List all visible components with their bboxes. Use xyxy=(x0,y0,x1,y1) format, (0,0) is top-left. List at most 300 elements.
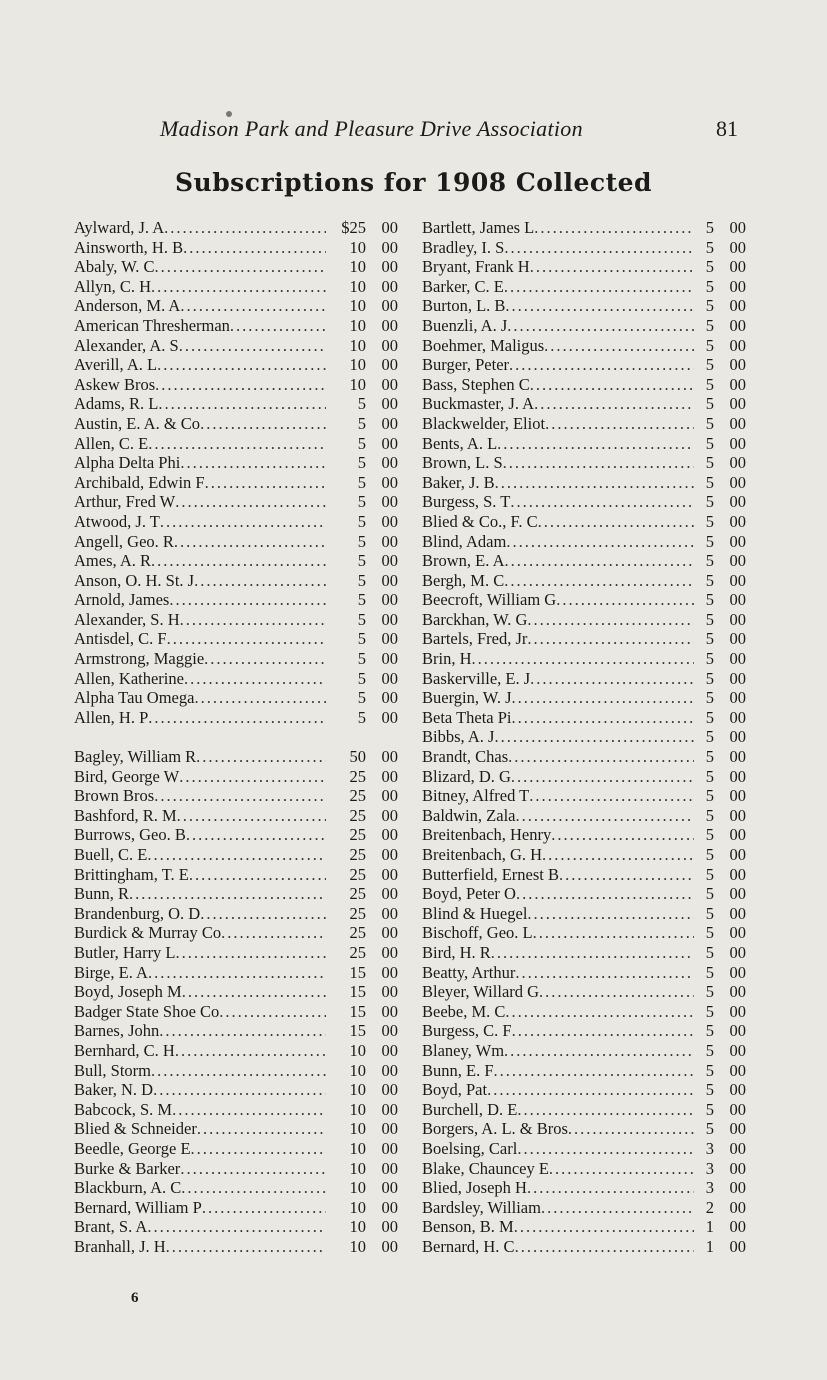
amount-dollars: 5 xyxy=(705,1099,714,1119)
amount-dollars: 5 xyxy=(705,864,714,884)
amount-cents: 00 xyxy=(381,1040,398,1060)
dot-leader xyxy=(527,904,694,924)
subscription-row xyxy=(74,669,398,689)
subscription-row xyxy=(422,786,746,806)
amount-dollars: 5 xyxy=(705,668,714,688)
subscription-row xyxy=(422,453,746,473)
amount-cents: 00 xyxy=(729,1138,746,1158)
dot-leader xyxy=(509,355,694,375)
amount-dollars: 5 xyxy=(705,1001,714,1021)
subscription-row xyxy=(422,688,746,708)
subscriber-name: Brandt, Chas xyxy=(422,747,509,767)
amount-dollars: 5 xyxy=(357,492,366,512)
amount-cents: 00 xyxy=(381,688,398,708)
subscriber-name: Bunn, E. F xyxy=(422,1060,494,1080)
dot-leader xyxy=(191,1139,326,1159)
dot-leader xyxy=(504,571,694,591)
subscription-row xyxy=(74,375,398,395)
dot-leader xyxy=(568,1119,694,1139)
subscriber-name: Bleyer, Willard G xyxy=(422,982,540,1002)
amount-dollars: 3 xyxy=(705,1178,714,1198)
amount-dollars: 15 xyxy=(349,1001,366,1021)
subscription-row xyxy=(422,1041,746,1061)
amount-cents: 00 xyxy=(381,413,398,433)
subscriber-name: Brown, L. S xyxy=(422,453,503,473)
amount-dollars: 5 xyxy=(705,433,714,453)
subscription-row xyxy=(422,649,746,669)
subscription-row xyxy=(74,532,398,552)
subscription-row xyxy=(422,1061,746,1081)
amount-cents: 00 xyxy=(381,982,398,1002)
subscriber-name: Bents, A. L xyxy=(422,433,498,453)
subscription-row xyxy=(74,806,398,826)
subscription-row xyxy=(74,963,398,983)
subscription-row xyxy=(74,1119,398,1139)
subscription-row xyxy=(422,218,746,238)
amount-cents: 00 xyxy=(381,884,398,904)
subscription-row xyxy=(74,904,398,924)
amount-cents: 00 xyxy=(381,433,398,453)
dot-leader xyxy=(504,1041,694,1061)
subscription-row xyxy=(74,649,398,669)
amount-dollars: 5 xyxy=(357,629,366,649)
subscription-row xyxy=(74,610,398,630)
dot-leader xyxy=(514,1217,694,1237)
dot-leader xyxy=(495,473,694,493)
amount-dollars: 25 xyxy=(349,884,366,904)
dot-leader xyxy=(175,492,326,512)
dot-leader xyxy=(180,1159,326,1179)
amount-cents: 00 xyxy=(729,218,746,237)
subscription-row xyxy=(74,629,398,649)
amount-cents: 00 xyxy=(729,982,746,1002)
subscriptions-right-column xyxy=(422,218,746,1256)
amount-dollars: 10 xyxy=(349,1060,366,1080)
dot-leader xyxy=(151,1061,326,1081)
amount-cents: 00 xyxy=(381,257,398,277)
dot-leader xyxy=(541,1198,694,1218)
amount-cents: 00 xyxy=(381,296,398,316)
dot-leader xyxy=(504,238,694,258)
dot-leader xyxy=(219,1002,326,1022)
amount-dollars: 50 xyxy=(349,747,366,767)
dot-leader xyxy=(512,1021,694,1041)
amount-dollars: 5 xyxy=(705,884,714,904)
amount-cents: 00 xyxy=(729,786,746,806)
amount-cents: 00 xyxy=(381,1119,398,1139)
subscription-row xyxy=(422,629,746,649)
dot-leader xyxy=(542,845,694,865)
dot-leader xyxy=(487,1080,694,1100)
amount-cents: 00 xyxy=(381,1001,398,1021)
subscriber-name: Boyd, Pat xyxy=(422,1080,488,1100)
amount-cents: 00 xyxy=(729,551,746,571)
dot-leader xyxy=(204,649,326,669)
amount-cents: 00 xyxy=(381,1099,398,1119)
amount-dollars: 5 xyxy=(705,237,714,257)
subscription-row xyxy=(74,884,398,904)
amount-cents: 00 xyxy=(729,335,746,355)
subscriber-name: Bernhard, C. H xyxy=(74,1040,175,1060)
amount-cents: 00 xyxy=(729,453,746,473)
subscription-row xyxy=(74,512,398,532)
dot-leader xyxy=(530,375,694,395)
amount-dollars: 2 xyxy=(705,1197,714,1217)
subscriber-name: Brittingham, T. E xyxy=(74,864,189,884)
subscription-row xyxy=(74,943,398,963)
amount-cents: 00 xyxy=(381,355,398,375)
dot-leader xyxy=(158,394,326,414)
subscriber-name: Boehmer, Maligus xyxy=(422,335,545,355)
amount-cents: 00 xyxy=(381,218,398,237)
amount-cents: 00 xyxy=(729,923,746,943)
dot-leader xyxy=(182,982,326,1002)
amount-cents: 00 xyxy=(729,413,746,433)
amount-dollars: 5 xyxy=(357,609,366,629)
amount-cents: 00 xyxy=(381,845,398,864)
subscriber-name: Bitney, Alfred T xyxy=(422,786,530,806)
amount-cents: 00 xyxy=(729,942,746,962)
subscriber-name: Bird, H. R xyxy=(422,942,491,962)
amount-dollars: 5 xyxy=(705,413,714,433)
subscriber-name: Blake, Chauncey E xyxy=(422,1158,549,1178)
subscriber-name: Burrows, Geo. B xyxy=(74,825,186,845)
amount-cents: 00 xyxy=(381,609,398,629)
subscription-row xyxy=(422,571,746,591)
dot-leader xyxy=(551,825,694,845)
dot-leader xyxy=(515,963,694,983)
amount-cents: 00 xyxy=(381,903,398,923)
amount-dollars: 5 xyxy=(357,707,366,727)
dot-leader xyxy=(510,492,694,512)
amount-cents: 00 xyxy=(729,962,746,982)
amount-dollars: 5 xyxy=(357,531,366,551)
subscriber-name: Ames, A. R xyxy=(74,551,152,571)
dot-leader xyxy=(167,629,326,649)
dot-leader xyxy=(508,747,694,767)
amount-dollars: 10 xyxy=(349,1197,366,1217)
amount-cents: 00 xyxy=(729,315,746,335)
subscriber-name: Barckhan, W. G xyxy=(422,609,528,629)
subscriber-name: Blizard, D. G xyxy=(422,766,511,786)
dot-leader xyxy=(200,414,326,434)
subscriber-name: Burdick & Murray Co xyxy=(74,923,222,943)
dot-leader xyxy=(497,434,694,454)
subscriber-name: Beecroft, William G xyxy=(422,590,557,610)
subscriber-name: Anson, O. H. St. J xyxy=(74,570,195,590)
dot-leader xyxy=(517,1100,694,1120)
amount-cents: 00 xyxy=(729,688,746,708)
dot-leader xyxy=(534,218,694,238)
dot-leader xyxy=(159,1021,326,1041)
amount-cents: 00 xyxy=(729,296,746,316)
amount-dollars: 5 xyxy=(357,668,366,688)
amount-cents: 00 xyxy=(381,805,398,825)
subscription-row xyxy=(422,434,746,454)
subscriber-name: Antisdel, C. F xyxy=(74,629,167,649)
subscription-row xyxy=(74,845,398,865)
subscription-row xyxy=(422,884,746,904)
dot-leader xyxy=(179,767,326,787)
amount-cents: 00 xyxy=(381,1021,398,1041)
subscription-row xyxy=(422,316,746,336)
amount-cents: 00 xyxy=(729,276,746,296)
subscription-row xyxy=(74,982,398,1002)
amount-dollars: 25 xyxy=(349,845,366,864)
dot-leader xyxy=(527,1178,694,1198)
subscriber-name: Bernard, H. C xyxy=(422,1236,515,1256)
amount-cents: 00 xyxy=(729,394,746,414)
subscription-row xyxy=(74,277,398,297)
amount-cents: 00 xyxy=(381,1138,398,1158)
dot-leader xyxy=(506,532,694,552)
amount-dollars: 5 xyxy=(357,551,366,571)
subscription-row xyxy=(74,786,398,806)
dot-leader xyxy=(517,1139,694,1159)
amount-dollars: 25 xyxy=(349,864,366,884)
amount-cents: 00 xyxy=(381,590,398,610)
subscription-row xyxy=(422,1237,746,1257)
amount-dollars: 10 xyxy=(349,1158,366,1178)
dot-leader xyxy=(539,982,694,1002)
dot-leader xyxy=(164,218,326,238)
subscriber-name: Beedle, George E xyxy=(74,1138,191,1158)
subscriber-name: Abaly, W. C xyxy=(74,257,155,277)
amount-cents: 00 xyxy=(729,433,746,453)
subscriber-name: Baldwin, Zala xyxy=(422,805,516,825)
subscription-row xyxy=(422,512,746,532)
subscriber-name: Badger State Shoe Co xyxy=(74,1001,220,1021)
dot-leader xyxy=(512,688,694,708)
subscription-row xyxy=(74,1061,398,1081)
subscriber-name: Butler, Harry L xyxy=(74,942,176,962)
dot-leader xyxy=(515,1237,694,1257)
subscriber-name: Bibbs, A. J xyxy=(422,727,495,747)
subscriber-name: Buenzli, A. J xyxy=(422,315,508,335)
amount-cents: 00 xyxy=(729,374,746,394)
dot-leader xyxy=(494,1061,694,1081)
amount-dollars: 10 xyxy=(349,296,366,316)
subscription-row xyxy=(422,963,746,983)
dot-leader xyxy=(151,277,326,297)
amount-cents: 00 xyxy=(729,1060,746,1080)
subscription-row xyxy=(74,1139,398,1159)
amount-dollars: $25 xyxy=(341,218,366,237)
amount-dollars: 5 xyxy=(705,1040,714,1060)
amount-cents: 00 xyxy=(381,570,398,590)
amount-cents: 00 xyxy=(729,864,746,884)
subscriber-name: Bass, Stephen C xyxy=(422,374,530,394)
amount-dollars: 5 xyxy=(705,845,714,864)
dot-leader xyxy=(148,708,326,728)
amount-dollars: 5 xyxy=(705,1021,714,1041)
amount-dollars: 3 xyxy=(705,1158,714,1178)
amount-cents: 00 xyxy=(729,237,746,257)
amount-cents: 00 xyxy=(381,962,398,982)
subscriber-name: Blied & Schneider xyxy=(74,1119,197,1139)
amount-dollars: 5 xyxy=(705,511,714,531)
amount-dollars: 10 xyxy=(349,1138,366,1158)
amount-cents: 00 xyxy=(381,825,398,845)
dot-leader xyxy=(184,669,326,689)
dot-leader xyxy=(180,453,326,473)
amount-dollars: 5 xyxy=(705,942,714,962)
amount-cents: 00 xyxy=(381,923,398,943)
subscription-row xyxy=(422,669,746,689)
subscription-row xyxy=(74,296,398,316)
subscription-row xyxy=(74,1041,398,1061)
subscriber-name: Blind, Adam xyxy=(422,531,507,551)
subscription-row xyxy=(74,257,398,277)
amount-cents: 00 xyxy=(729,1099,746,1119)
dot-leader xyxy=(515,806,694,826)
dot-leader xyxy=(189,865,326,885)
subscription-row xyxy=(74,238,398,258)
subscriber-name: Burger, Peter xyxy=(422,355,510,375)
dot-leader xyxy=(157,355,326,375)
subscriber-name: Burchell, D. E xyxy=(422,1099,518,1119)
amount-dollars: 15 xyxy=(349,962,366,982)
amount-dollars: 10 xyxy=(349,315,366,335)
amount-dollars: 5 xyxy=(357,413,366,433)
subscription-row xyxy=(422,394,746,414)
subscription-row xyxy=(74,865,398,885)
subscriptions-left-column xyxy=(74,218,398,1256)
subscription-row xyxy=(422,1178,746,1198)
dot-leader xyxy=(549,1159,694,1179)
subscriber-name: Baskerville, E. J xyxy=(422,668,531,688)
subscriber-name: Blackwelder, Eliot xyxy=(422,413,546,433)
amount-dollars: 25 xyxy=(349,766,366,786)
amount-cents: 00 xyxy=(729,629,746,649)
subscription-row xyxy=(422,238,746,258)
amount-cents: 00 xyxy=(381,629,398,649)
subscriber-name: Bergh, M. C xyxy=(422,570,505,590)
subscriber-name: Brown Bros xyxy=(74,786,155,806)
amount-cents: 00 xyxy=(729,825,746,845)
amount-cents: 00 xyxy=(729,747,746,767)
subscriber-name: Barnes, John xyxy=(74,1021,160,1041)
subscriber-name: American Thresherman xyxy=(74,315,230,335)
subscriber-name: Bull, Storm xyxy=(74,1060,152,1080)
amount-dollars: 10 xyxy=(349,1236,366,1256)
subscriber-name: Bardsley, William xyxy=(422,1197,541,1217)
subscription-row xyxy=(422,845,746,865)
dot-leader xyxy=(516,884,694,904)
subscription-row xyxy=(422,414,746,434)
dot-leader xyxy=(194,688,326,708)
subscriber-name: Armstrong, Maggie xyxy=(74,649,205,669)
subscriber-name: Allyn, C. H xyxy=(74,276,152,296)
amount-dollars: 5 xyxy=(705,825,714,845)
subscription-row xyxy=(422,355,746,375)
amount-dollars: 5 xyxy=(357,590,366,610)
amount-dollars: 5 xyxy=(705,629,714,649)
amount-cents: 00 xyxy=(381,237,398,257)
dot-leader xyxy=(512,708,694,728)
dot-leader xyxy=(194,571,326,591)
subscriber-name: Bradley, I. S xyxy=(422,237,505,257)
subscription-row xyxy=(74,218,398,238)
subscription-row xyxy=(422,727,746,747)
subscription-row xyxy=(422,767,746,787)
subscriber-name: Bagley, William R xyxy=(74,747,197,767)
subscription-row xyxy=(422,610,746,630)
dot-leader xyxy=(160,512,326,532)
subscription-row xyxy=(422,1198,746,1218)
amount-dollars: 5 xyxy=(705,609,714,629)
amount-cents: 00 xyxy=(729,1158,746,1178)
subscriber-name: Buergin, W. J xyxy=(422,688,512,708)
amount-cents: 00 xyxy=(381,276,398,296)
subscription-row xyxy=(74,1080,398,1100)
dot-leader xyxy=(183,238,326,258)
amount-dollars: 5 xyxy=(705,492,714,512)
subscription-row xyxy=(422,532,746,552)
dot-leader xyxy=(166,1237,326,1257)
dot-leader xyxy=(505,1002,694,1022)
dot-leader xyxy=(534,394,694,414)
amount-cents: 00 xyxy=(729,903,746,923)
running-header-title: Madison Park and Pleasure Drive Association xyxy=(160,116,583,141)
subscription-row xyxy=(74,473,398,493)
amount-dollars: 5 xyxy=(705,903,714,923)
dot-leader xyxy=(511,767,694,787)
amount-cents: 00 xyxy=(729,1197,746,1217)
amount-dollars: 5 xyxy=(705,335,714,355)
subscriber-name: Bischoff, Geo. L xyxy=(422,923,533,943)
subscription-row xyxy=(74,414,398,434)
section-spacer xyxy=(74,727,398,747)
subscription-row xyxy=(422,825,746,845)
subscription-row xyxy=(422,257,746,277)
subscriber-name: Adams, R. L xyxy=(74,394,159,414)
subscriber-name: Averill, A. L xyxy=(74,355,158,375)
subscriber-name: Birge, E. A xyxy=(74,962,148,982)
amount-cents: 00 xyxy=(381,335,398,355)
subscriber-name: Burke & Barker xyxy=(74,1158,181,1178)
subscriber-name: Bartlett, James L xyxy=(422,218,535,237)
amount-dollars: 5 xyxy=(357,649,366,669)
subscriber-name: Allen, C. E xyxy=(74,433,149,453)
dot-leader xyxy=(503,453,694,473)
dot-leader xyxy=(147,1217,326,1237)
amount-dollars: 5 xyxy=(705,1080,714,1100)
amount-cents: 00 xyxy=(381,707,398,727)
amount-dollars: 5 xyxy=(705,257,714,277)
amount-dollars: 10 xyxy=(349,374,366,394)
subscriber-name: Branhall, J. H xyxy=(74,1236,166,1256)
subscription-row xyxy=(74,590,398,610)
dot-leader xyxy=(530,257,694,277)
amount-dollars: 10 xyxy=(349,1040,366,1060)
dot-leader xyxy=(180,296,326,316)
subscriber-name: Blackburn, A. C xyxy=(74,1178,182,1198)
amount-dollars: 5 xyxy=(705,727,714,747)
dot-leader xyxy=(491,943,694,963)
subscription-row xyxy=(74,492,398,512)
subscription-row xyxy=(422,943,746,963)
subscription-row xyxy=(422,904,746,924)
amount-dollars: 5 xyxy=(705,1119,714,1139)
subscriber-name: Borgers, A. L. & Bros xyxy=(422,1119,568,1139)
amount-dollars: 10 xyxy=(349,335,366,355)
amount-cents: 00 xyxy=(729,1021,746,1041)
amount-cents: 00 xyxy=(729,355,746,375)
dot-leader xyxy=(129,884,326,904)
amount-dollars: 5 xyxy=(705,962,714,982)
amount-dollars: 10 xyxy=(349,237,366,257)
